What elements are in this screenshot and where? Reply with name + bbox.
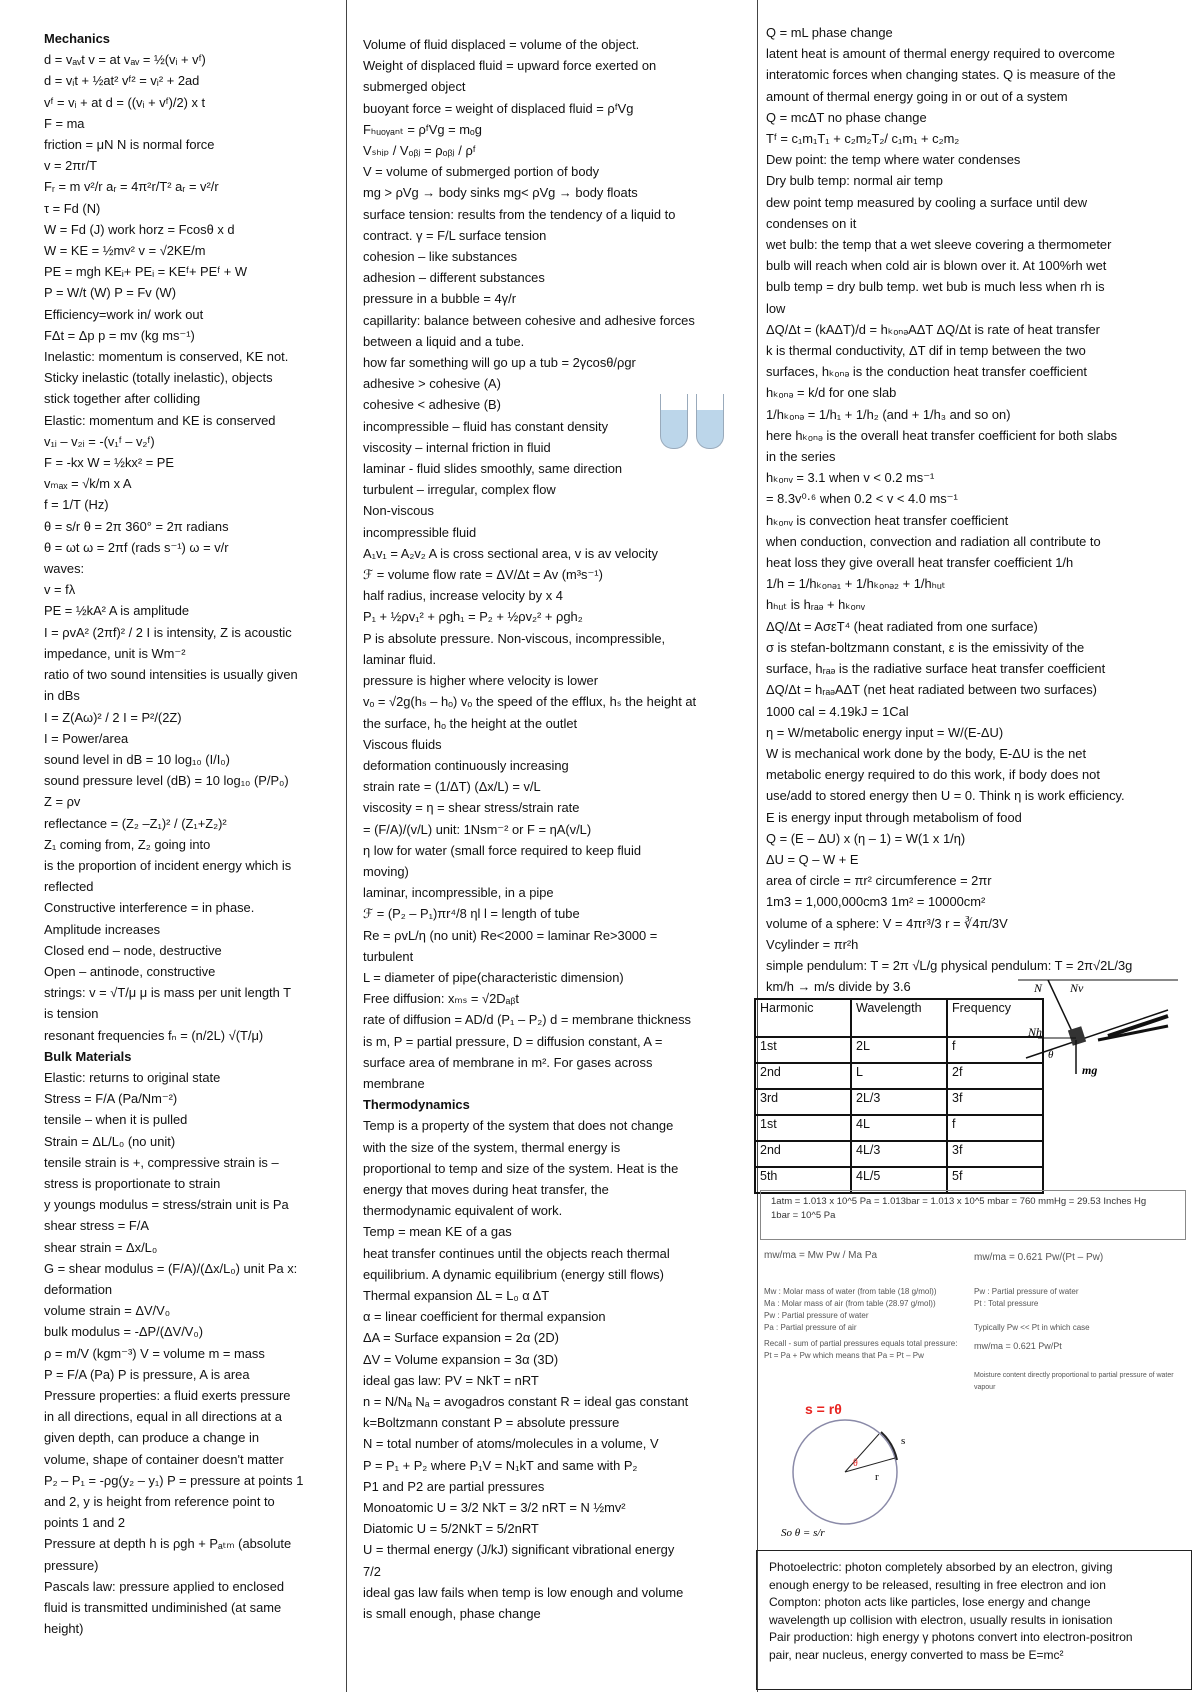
text-line: PE = mgh KEᵢ+ PEᵢ = KEᶠ+ PEᶠ + W xyxy=(44,264,248,280)
humidity-r2: Pt : Total pressure xyxy=(974,1299,1039,1308)
text-line: d = vᵢt + ½at² vᶠ² = vᵢ² + 2ad xyxy=(44,73,200,89)
table-cell: 4L/5 xyxy=(851,1167,947,1193)
text-line: dew point temp measured by cooling a surface until dew xyxy=(766,194,1088,210)
table-row xyxy=(755,1115,1043,1141)
text-line: equilibrium. A dynamic equilibrium (energy still flows) xyxy=(363,1266,664,1282)
text-line: metabolic energy required to do this work, if body does not xyxy=(766,767,1100,783)
text-line: surface area of membrane in m². For gases across xyxy=(363,1054,653,1070)
text-line: bulb temp = dry bulb temp. wet bub is much less when rh is xyxy=(766,279,1105,295)
text-line: condenses on it xyxy=(766,215,857,231)
photo-line: wavelength up collision with electron, usually results in ionisation xyxy=(769,1612,1113,1627)
table-cell: 2L/3 xyxy=(851,1089,947,1115)
text-line: Pascals law: pressure applied to enclosed xyxy=(44,1578,285,1594)
text-line: is m, P = partial pressure, D = diffusion constant, A = xyxy=(363,1033,663,1049)
text-line: P1 and P2 are partial pressures xyxy=(363,1478,545,1494)
text-line: I = Z(Aω)² / 2 I = P²/(2Z) xyxy=(44,709,182,725)
text-line: 1000 cal = 4.19kJ = 1Cal xyxy=(766,703,909,719)
text-line: P = P₁ + P₂ where P₁V = N₁kT and same with P₂ xyxy=(363,1457,638,1473)
table-header: Frequency xyxy=(947,999,1043,1037)
text-line: turbulent – irregular, complex flow xyxy=(363,482,556,498)
humidity-r5: Moisture content directly proportional to partial pressure of water vapour xyxy=(974,1372,1174,1391)
table-cell: 2L xyxy=(851,1037,947,1063)
text-line: Re = ρvL/η (no unit) Re<2000 = laminar Re>3000 = xyxy=(363,927,658,943)
text-line: points 1 and 2 xyxy=(44,1515,125,1531)
text-line: ℱ = (P₂ – P₁)πr⁴/8 ηl l = length of tube xyxy=(363,906,580,922)
text-line: ΔV = Volume expansion = 3α (3D) xyxy=(363,1351,559,1367)
text-line: bulb will reach when cold air is blown over it. At 100%rh wet xyxy=(766,258,1107,274)
table-cell: 2nd xyxy=(755,1063,851,1089)
column-fluids-thermo xyxy=(346,0,758,1692)
text-line: contract. γ = F/L surface tension xyxy=(363,227,547,243)
humidity-r3: Typically Pw << Pt in which case xyxy=(974,1323,1090,1332)
text-line: hₕᵤₜ is hᵣₐₔ + hₖₒₙᵥ xyxy=(766,597,865,613)
label-nh: Nh xyxy=(1028,1025,1043,1039)
text-line: U = thermal energy (J/kJ) significant vibrational energy xyxy=(363,1542,675,1558)
table-cell: 1st xyxy=(755,1115,851,1141)
text-line: G = shear modulus = (F/A)/(Δx/L₀) unit Pa x: xyxy=(44,1260,298,1276)
text-line: volume, shape of container doesn't matter xyxy=(44,1451,284,1467)
text-line: adhesive > cohesive (A) xyxy=(363,376,501,392)
text-line: thermodynamic equivalent of work. xyxy=(363,1203,563,1219)
text-line: E is energy input through metabolism of food xyxy=(766,809,1022,825)
text-line: laminar, incompressible, in a pipe xyxy=(363,885,554,901)
text-line: Weight of displaced fluid = upward force exerted on xyxy=(363,58,657,74)
text-line: V = volume of submerged portion of body xyxy=(363,164,600,180)
text-line: W = Fd (J) work horz = Fcosθ x d xyxy=(44,221,235,237)
text-line: θ = ωt ω = 2πf (rads s⁻¹) ω = v/r xyxy=(44,539,229,555)
text-line: energy that moves during heat transfer, the xyxy=(363,1181,609,1197)
label-n: N xyxy=(1034,981,1043,995)
text-line: shear stress = F/A xyxy=(44,1218,149,1234)
text-line: is tension xyxy=(44,1006,99,1022)
text-line: Temp is a property of the system that does not change xyxy=(363,1118,674,1134)
text-line: is the proportion of incident energy which is xyxy=(44,857,292,873)
text-line: stress is proportionate to strain xyxy=(44,1175,221,1191)
text-line: Thermodynamics xyxy=(363,1097,470,1113)
text-line: incompressible – fluid has constant density xyxy=(363,418,609,434)
text-line: simple pendulum: T = 2π √L/g physical pendulum: T = 2π√2L/3g xyxy=(766,957,1133,973)
text-line: pressure is higher where velocity is lower xyxy=(363,673,598,689)
text-line: hₖₒₙᵥ = 3.1 when v < 0.2 ms⁻¹ xyxy=(766,470,935,486)
text-line: how far something will go up a tub = 2γcosθ/ρgr xyxy=(363,355,636,371)
text-line: pressure) xyxy=(44,1557,99,1573)
photo-line: enough energy to be released, resulting in free electron and ion xyxy=(769,1577,1106,1592)
text-line: PE = ½kA² A is amplitude xyxy=(44,603,190,619)
humidity-f2: mw/ma = 0.621 Pw/(Pt – Pw) xyxy=(974,1252,1104,1263)
humidity-formulas xyxy=(760,1246,1186,1394)
text-line: Elastic: momentum and KE is conserved xyxy=(44,412,276,428)
text-line: moving) xyxy=(363,863,409,879)
text-line: the surface, hₒ the height at the outlet xyxy=(363,715,578,731)
text-line: amount of thermal energy going in or out of a system xyxy=(766,88,1068,104)
label-theta: θ xyxy=(1048,1049,1054,1061)
text-line: strain rate = (1/ΔT) (Δx/L) = v/L xyxy=(363,779,541,795)
label-nv: Nv xyxy=(1070,981,1084,995)
text-line: deformation xyxy=(44,1281,113,1297)
text-line: Monoatomic U = 3/2 NkT = 3/2 nRT = N ½mv² xyxy=(363,1500,626,1516)
table-header: Wavelength xyxy=(851,999,947,1037)
text-line: here hₖₒₙₔ is the overall heat transfer coefficient for both slabs xyxy=(766,427,1118,443)
text-line: vₒ = √2g(hₛ – hₒ) vₒ the speed of the efflux, hₛ the height at xyxy=(363,694,697,710)
text-line: 1/h = 1/hₖₒₙₔ₁ + 1/hₖₒₙₔ₂ + 1/hₕᵤₜ xyxy=(766,576,946,592)
column-mechanics xyxy=(44,28,340,1639)
column-heat xyxy=(766,22,1186,997)
text-line: A₁v₁ = A₂v₂ A is cross sectional area, v is av velocity xyxy=(363,545,658,561)
humidity-l6: Pt = Pa + Pw which means that Pa = Pt – Pw xyxy=(764,1351,924,1360)
text-line: latent heat is amount of thermal energy required to overcome xyxy=(766,46,1115,62)
text-line: strings: v = √T/μ μ is mass per unit length T xyxy=(44,985,292,1001)
text-line: ρ = m/V (kgm⁻³) V = volume m = mass xyxy=(44,1345,265,1361)
photo-line: Compton: photon acts like particles, lose energy and change xyxy=(769,1595,1091,1609)
radiation-interactions-box xyxy=(756,1550,1192,1690)
text-line: wet bulb: the temp that a wet sleeve covering a thermometer xyxy=(766,237,1112,253)
text-line: ΔQ/Δt = hᵣₐₔAΔT (net heat radiated between two surfaces) xyxy=(766,682,1097,698)
circle-title: s = rθ xyxy=(805,1401,842,1417)
text-line: Fᵣ = m v²/r aᵣ = 4π²r/T² aᵣ = v²/r xyxy=(44,179,219,195)
circle-caption: So θ = s/r xyxy=(781,1527,825,1539)
text-line: Elastic: returns to original state xyxy=(44,1069,221,1085)
text-line: N = total number of atoms/molecules in a volume, V xyxy=(363,1436,659,1452)
table-cell: 4L/3 xyxy=(851,1141,947,1167)
table-cell: 3rd xyxy=(755,1089,851,1115)
text-line: k=Boltzmann constant P = absolute pressure xyxy=(363,1415,620,1431)
text-line: in dBs xyxy=(44,688,80,704)
table-header: Harmonic xyxy=(755,999,851,1037)
table-row xyxy=(755,1037,1043,1063)
text-line: surface tension: results from the tendency of a liquid to xyxy=(363,206,676,222)
table-cell: f xyxy=(947,1115,1043,1141)
text-line: turbulent xyxy=(363,948,414,964)
humidity-l3: Pw : Partial pressure of water xyxy=(764,1311,869,1320)
angle-label: θ xyxy=(853,1458,858,1469)
capillary-tubes-figure xyxy=(660,394,730,452)
text-line: in all directions, equal in all directions at a xyxy=(44,1409,282,1425)
text-line: laminar - fluid slides smoothly, same direction xyxy=(363,461,623,477)
text-line: W is mechanical work done by the body, E-ΔU is the net xyxy=(766,745,1087,761)
text-line: ΔQ/Δt = AσεT⁴ (heat radiated from one surface) xyxy=(766,618,1038,634)
text-line: proportional to temp and size of the system. Heat is the xyxy=(363,1160,679,1176)
text-line: buoyant force = weight of displaced fluid = ρᶠVg xyxy=(363,100,634,116)
text-line: Inelastic: momentum is conserved, KE not. xyxy=(44,349,289,365)
text-line: n = N/Nₐ Nₐ = avogadros constant R = ideal gas constant xyxy=(363,1394,689,1409)
text-line: heat loss they give overall heat transfer coefficient 1/h xyxy=(766,555,1074,571)
text-line: Amplitude increases xyxy=(44,921,161,937)
text-line: Pressure properties: a fluid exerts pressure xyxy=(44,1388,291,1403)
text-line: mg > ρVg → body sinks mg< ρVg → body floats xyxy=(363,185,638,201)
text-line: Strain = ΔL/L₀ (no unit) xyxy=(44,1133,176,1149)
text-line: area of circle = πr² circumference = 2πr xyxy=(766,873,992,889)
text-line: in the series xyxy=(766,449,836,465)
text-line: volume of a sphere: V = 4πr³/3 r = ∛4π/3V xyxy=(766,915,1008,931)
pressure-line-1: 1atm = 1.013 x 10^5 Pa = 1.013bar = 1.013 x 10^5 mbar = 760 mmHg = 29.53 Inches Hg xyxy=(771,1196,1147,1207)
text-line: η = W/metabolic energy input = W/(E-ΔU) xyxy=(766,724,1004,740)
text-line: fluid is transmitted undiminished (at same xyxy=(44,1600,282,1616)
text-line: Mechanics xyxy=(44,31,110,46)
text-line: Temp = mean KE of a gas xyxy=(363,1224,512,1240)
text-line: Thermal expansion ΔL = L₀ α ΔT xyxy=(363,1287,550,1303)
text-line: use/add to stored energy then U = 0. Think η is work efficiency. xyxy=(766,788,1125,804)
table-cell: 4L xyxy=(851,1115,947,1141)
table-cell: f xyxy=(947,1037,1043,1063)
text-line: hₖₒₙᵥ is convection heat transfer coefficient xyxy=(766,512,1009,528)
text-line: Open – antinode, constructive xyxy=(44,963,216,979)
text-line: laminar fluid. xyxy=(363,651,437,667)
text-line: d = vₐᵥt v = at vₐᵥ = ½(vᵢ + vᶠ) xyxy=(44,52,206,68)
text-line: viscosity – internal friction in fluid xyxy=(363,439,551,455)
text-line: P₂ – P₁ = -ρg(y₂ – y₁) P = pressure at points 1 xyxy=(44,1472,304,1488)
text-line: resonant frequencies fₙ = (n/2L) √(T/μ) xyxy=(44,1027,264,1043)
text-line: friction = μN N is normal force xyxy=(44,137,215,153)
text-line: tensile – when it is pulled xyxy=(44,1112,188,1128)
humidity-l4: Pa : Partial pressure of air xyxy=(764,1323,857,1332)
text-line: θ = s/r θ = 2π 360° = 2π radians xyxy=(44,518,229,534)
humidity-f1: mw/ma = Mw Pw / Ma Pa xyxy=(764,1250,878,1261)
text-line: Vcylinder = πr²h xyxy=(766,936,859,952)
arc-length-diagram xyxy=(775,1400,945,1540)
text-line: = (F/A)/(v/L) unit: 1Nsm⁻² or F = ηA(v/L) xyxy=(363,821,592,837)
text-line: stick together after colliding xyxy=(44,391,201,407)
text-line: deformation continuously increasing xyxy=(363,757,569,773)
table-cell: 3f xyxy=(947,1089,1043,1115)
photo-line: pair, near nucleus, energy converted to mass be E=mc² xyxy=(769,1647,1064,1662)
text-line: α = linear coefficient for thermal expansion xyxy=(363,1309,606,1325)
text-line: tensile strain is +, compressive strain is – xyxy=(44,1154,279,1170)
text-line: y youngs modulus = stress/strain unit is Pa xyxy=(44,1197,289,1213)
text-line: vₘₐₓ = √k/m x A xyxy=(44,476,132,492)
text-line: Q = mcΔT no phase change xyxy=(766,109,927,125)
text-line: Sticky inelastic (totally inelastic), objects xyxy=(44,370,273,386)
text-line: cohesion – like substances xyxy=(363,249,518,265)
table-row xyxy=(755,1089,1043,1115)
text-line: Z₁ coming from, Z₂ going into xyxy=(44,836,211,852)
text-line: is small enough, phase change xyxy=(363,1606,541,1622)
arc-s-label: s xyxy=(901,1435,906,1447)
text-line: f = 1/T (Hz) xyxy=(44,497,109,513)
text-line: τ = Fd (N) xyxy=(44,200,101,216)
text-line: cohesive < adhesive (B) xyxy=(363,397,501,413)
text-line: σ is stefan-boltzmann constant, ε is the emissivity of the xyxy=(766,639,1085,655)
text-line: Viscous fluids xyxy=(363,736,442,752)
text-line: between a liquid and a tube. xyxy=(363,333,525,349)
text-line: when conduction, convection and radiation all contribute to xyxy=(766,533,1101,549)
text-line: W = KE = ½mv² v = √2KE/m xyxy=(44,243,206,259)
text-line: F = -kx W = ½kx² = PE xyxy=(44,455,175,471)
text-line: P = W/t (W) P = Fv (W) xyxy=(44,285,177,301)
text-line: Vₛₕᵢₚ / Vₒᵦⱼ = ρₒᵦⱼ / ρᶠ xyxy=(363,143,476,159)
text-line: FΔt = Δp p = mv (kg ms⁻¹) xyxy=(44,327,195,343)
text-line: 7/2 xyxy=(363,1563,381,1579)
text-line: incompressible fluid xyxy=(363,524,477,540)
table-cell: 5f xyxy=(947,1167,1043,1193)
text-line: P is absolute pressure. Non-viscous, incompressible, xyxy=(363,630,666,646)
table-cell: L xyxy=(851,1063,947,1089)
text-line: P₁ + ½ρv₁² + ρgh₁ = P₂ + ½ρv₂² + ρgh₂ xyxy=(363,609,583,625)
text-line: v₁ᵢ – v₂ᵢ = -(v₁ᶠ – v₂ᶠ) xyxy=(44,433,155,449)
table-cell: 2f xyxy=(947,1063,1043,1089)
tube-b-icon xyxy=(696,394,724,449)
text-line: k is thermal conductivity, ΔT dif in temp between the two xyxy=(766,343,1086,359)
table-cell: 1st xyxy=(755,1037,851,1063)
text-line: given depth, can produce a change in xyxy=(44,1430,260,1446)
text-line: ΔA = Surface expansion = 2α (2D) xyxy=(363,1330,559,1346)
text-line: Bulk Materials xyxy=(44,1048,132,1064)
photo-line: Pair production: high energy γ photons convert into electron-positron xyxy=(769,1630,1133,1644)
text-line: 1m3 = 1,000,000cm3 1m² = 10000cm² xyxy=(766,894,986,910)
text-line: Constructive interference = in phase. xyxy=(44,900,255,916)
text-line: shear strain = Δx/L₀ xyxy=(44,1239,158,1255)
text-line: = 8.3v⁰·⁶ when 0.2 < v < 4.0 ms⁻¹ xyxy=(766,491,958,507)
text-line: ΔU = Q – W + E xyxy=(766,851,859,867)
text-line: viscosity = η = shear stress/strain rate xyxy=(363,800,580,816)
humidity-l2: Ma : Molar mass of air (from table (28.97 g/mol)) xyxy=(764,1299,936,1308)
text-line: Q = (E – ΔU) x (η – 1) = W(1 x 1/η) xyxy=(766,830,966,846)
text-line: rate of diffusion = AD/d (P₁ – P₂) d = membrane thickness xyxy=(363,1012,691,1028)
text-line: Diatomic U = 5/2NkT = 5/2nRT xyxy=(363,1521,539,1537)
text-line: Efficiency=work in/ work out xyxy=(44,306,204,322)
text-line: Volume of fluid displaced = volume of the object. xyxy=(363,37,640,52)
text-line: impedance, unit is Wm⁻² xyxy=(44,645,186,661)
humidity-r1: Pw : Partial pressure of water xyxy=(974,1287,1079,1296)
text-line: capillarity: balance between cohesive and adhesive forces xyxy=(363,312,695,328)
text-line: reflected xyxy=(44,879,94,895)
text-line: v = fλ xyxy=(44,582,76,598)
text-line: half radius, increase velocity by x 4 xyxy=(363,588,563,604)
text-line: interatomic forces when changing states. Q is measure of the xyxy=(766,67,1116,83)
text-line: sound level in dB = 10 log₁₀ (I/I₀) xyxy=(44,751,230,767)
text-line: adhesion – different substances xyxy=(363,270,545,286)
text-line: Dry bulb temp: normal air temp xyxy=(766,173,943,189)
humidity-r4: mw/ma = 0.621 Pw/Pt xyxy=(974,1341,1062,1351)
text-line: ratio of two sound intensities is usually given xyxy=(44,667,298,683)
text-line: P = F/A (Pa) P is pressure, A is area xyxy=(44,1366,250,1382)
incline-force-diagram xyxy=(1018,978,1178,1078)
text-line: heat transfer continues until the objects reach thermal xyxy=(363,1245,670,1261)
text-line: Dew point: the temp where water condenses xyxy=(766,152,1021,168)
text-line: bulk modulus = -ΔP/(ΔV/V₀) xyxy=(44,1324,204,1340)
tube-a-icon xyxy=(660,394,688,449)
text-line: sound pressure level (dB) = 10 log₁₀ (P/P₀) xyxy=(44,773,289,789)
text-line: submerged object xyxy=(363,79,466,95)
pressure-line-2: 1bar = 10^5 Pa xyxy=(771,1210,836,1221)
text-line: F = ma xyxy=(44,115,85,131)
table-cell: 5th xyxy=(755,1167,851,1193)
text-line: surface, hᵣₐₔ is the radiative surface heat transfer coefficient xyxy=(766,661,1106,677)
text-line: with the size of the system, thermal energy is xyxy=(363,1139,621,1155)
text-line: I = Power/area xyxy=(44,730,129,746)
text-line: Stress = F/A (Pa/Nm⁻²) xyxy=(44,1091,178,1107)
photo-line: Photoelectric: photon completely absorbed by an electron, giving xyxy=(769,1560,1113,1574)
table-cell: 3f xyxy=(947,1141,1043,1167)
table-row xyxy=(755,1141,1043,1167)
text-line: waves: xyxy=(44,561,85,577)
harmonics-table xyxy=(754,998,1044,1194)
text-line: I = ρvA² (2πf)² / 2 I is intensity, Z is acoustic xyxy=(44,624,292,640)
text-line: Closed end – node, destructive xyxy=(44,942,222,958)
table-row xyxy=(755,1063,1043,1089)
text-line: reflectance = (Z₂ –Z₁)² / (Z₁+Z₂)² xyxy=(44,815,227,831)
text-line: vᶠ = vᵢ + at d = ((vᵢ + vᶠ)/2) x t xyxy=(44,94,206,110)
text-line: surfaces, hₖₒₙₔ is the conduction heat transfer coefficient xyxy=(766,364,1087,380)
text-line: Q = mL phase change xyxy=(766,25,893,40)
text-line: L = diameter of pipe(characteristic dimension) xyxy=(363,969,624,985)
text-line: Fₕᵤₒᵧₐₙₜ = ρᶠVg = mₒg xyxy=(363,121,482,137)
text-line: pressure in a bubble = 4γ/r xyxy=(363,291,516,307)
text-line: η low for water (small force required to keep fluid xyxy=(363,842,641,858)
text-line: ideal gas law fails when temp is low enough and volume xyxy=(363,1584,684,1600)
text-line: ideal gas law: PV = NkT = nRT xyxy=(363,1372,539,1388)
pressure-units-box xyxy=(760,1190,1186,1240)
text-line: low xyxy=(766,300,786,316)
table-cell: 2nd xyxy=(755,1141,851,1167)
text-line: Tᶠ = c₁m₁T₁ + c₂m₂T₂/ c₁m₁ + c₂m₂ xyxy=(766,131,960,147)
text-line: hₖₒₙₔ = k/d for one slab xyxy=(766,385,897,401)
text-line: km/h → m/s divide by 3.6 xyxy=(766,979,911,995)
text-line: ΔQ/Δt = (kAΔT)/d = hₖₒₙₔAΔT ΔQ/Δt is rate of heat transfer xyxy=(766,321,1100,337)
text-line: and 2, y is height from reference point to xyxy=(44,1494,275,1510)
text-line: 1/hₖₒₙₔ = 1/h₁ + 1/h₂ (and + 1/h₃ and so on) xyxy=(766,406,1011,422)
radius-label: r xyxy=(875,1471,879,1483)
text-line: Pressure at depth h is ρgh + Pₐₜₘ (absolute xyxy=(44,1536,292,1552)
text-line: Non-viscous xyxy=(363,503,434,519)
humidity-l1: Mw : Molar mass of water (from table (18 g/mol)) xyxy=(764,1287,937,1296)
humidity-l5: Recall - sum of partial pressures equals total pressure: xyxy=(764,1339,958,1348)
label-mg: mg xyxy=(1082,1063,1098,1077)
text-line: Z = ρv xyxy=(44,794,81,810)
text-line: volume strain = ΔV/V₀ xyxy=(44,1303,171,1319)
text-line: Free diffusion: xₘₛ = √2Dₐᵦt xyxy=(363,991,519,1007)
text-line: height) xyxy=(44,1621,84,1637)
text-line: v = 2πr/T xyxy=(44,158,97,174)
text-line: membrane xyxy=(363,1075,425,1091)
text-line: ℱ = volume flow rate = ΔV/Δt = Av (m³s⁻¹) xyxy=(363,567,603,583)
